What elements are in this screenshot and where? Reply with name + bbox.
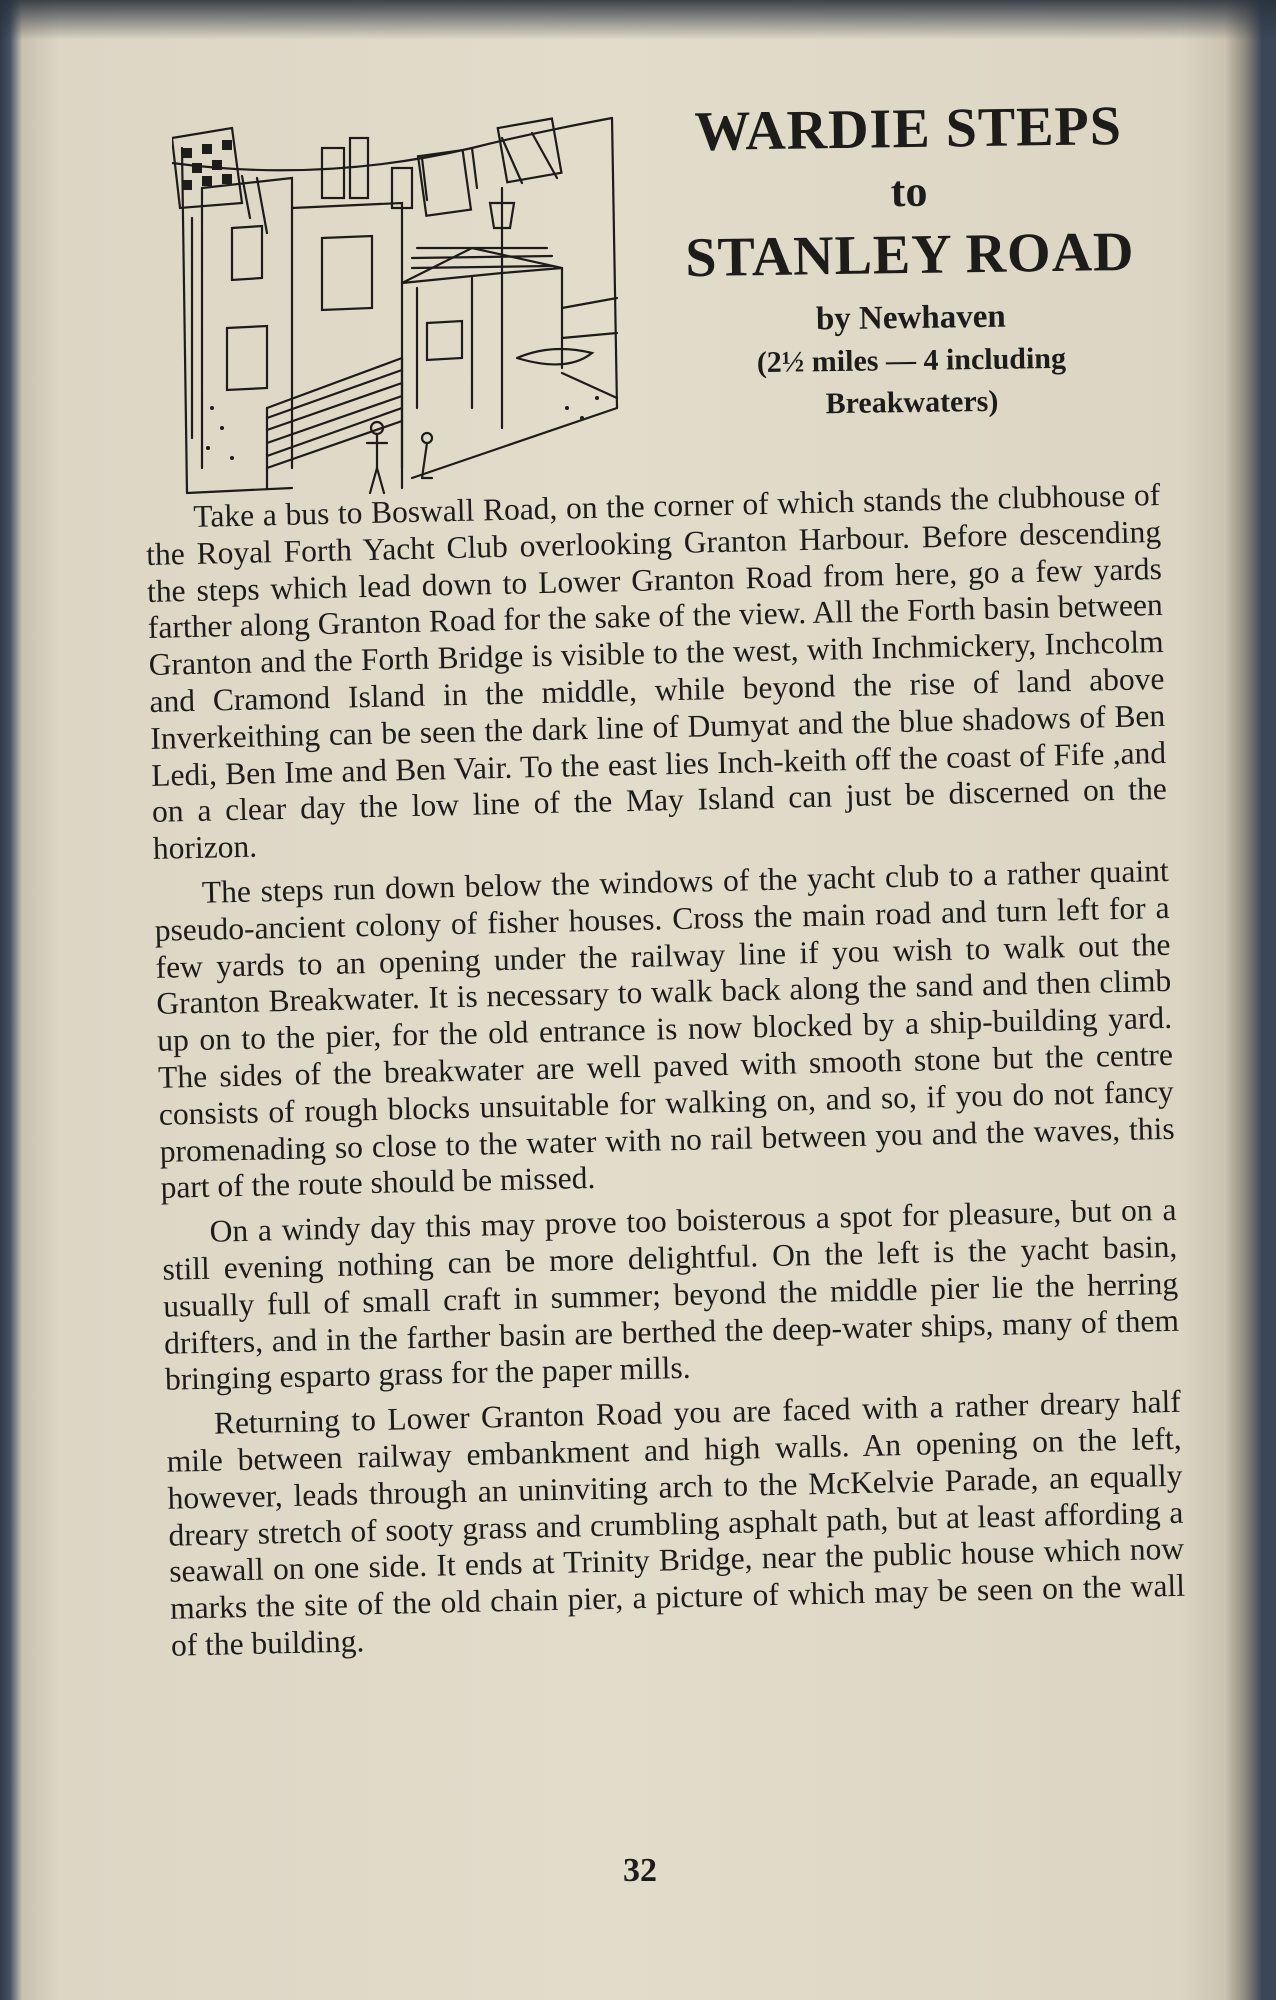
title-line-1: WARDIE STEPS bbox=[694, 95, 1123, 163]
paragraph: The steps run down below the windows of the yacht club to a rather quaint pseudo-ancient colony of fisher houses. Cross the main road and turn left for a few yards to an opening under the railway line if you wish to walk out the Granton Breakwater. It is necessary to walk back along the sand and then climb up on to the pier, for the old entrance is now blocked by a ship-building yard. The sides of the breakwater are well paved with smooth stone but the centre consists of rough blocks unsuitable for walking on, and so, if you do not fancy promenading so close to the water with no rail between you and the waves, this part of the route should be missed. bbox=[154, 852, 1175, 1206]
paragraph: On a windy day this may prove too boisterous a spot for pleasure, but on a still evening nothing can be more delightful. On the left is the yacht basin, usually full of small craft in summer; beyond the middle pier lie the herring drifters, and in the farther basin are berthed the deep-water ships, many of them bringing esparto grass for the paper mills. bbox=[162, 1191, 1180, 1398]
paragraph: Take a bus to Boswall Road, on the corner of which stands the clubhouse of the Royal Forth Yacht Club overlooking Granton Harbour. Before descending the steps which lead down to Lower Granton Road from here, go a few yards farther along Granton Road for the sake of the view. All the Forth basin between Granton and the Forth Bridge is visible to the west, with Inchmickery, Inchcolm and Cramond Island in the middle, while beyond the rise of land above Inverkeithing can be seen the dark line of Dumyat and the blue shadows of Ben Ledi, Ben Ime and Ben Vair. To the east lies Inch-keith off the coast of Fife ,and on a clear day the low line of the May Island can just be discerned on the horizon. bbox=[145, 476, 1168, 867]
paragraph: Returning to Lower Granton Road you are faced with a rather dreary half mile between railway embankment and high walls. An opening on the left, however, leads through an uninviting arch to the McKelvie Parade, an equally dreary stretch of sooty grass and crumbling asphalt path, but at least affording a seawall on one side. It ends at Trinity Bridge, near the public house which now marks the site of the old chain pier, a picture of which may be seen on the wall of the building. bbox=[166, 1383, 1186, 1663]
subtitle: by Newhaven bbox=[815, 298, 1006, 338]
distance-line-2: Breakwaters) bbox=[825, 384, 999, 421]
harbour-street-sketch-icon bbox=[172, 108, 632, 513]
distance-line-1: (2½ miles — 4 including bbox=[756, 341, 1067, 380]
title-line-3: STANLEY ROAD bbox=[684, 220, 1135, 290]
body-text bbox=[145, 477, 1186, 1672]
chapter-heading bbox=[638, 92, 1183, 428]
page-number: 32 bbox=[623, 1852, 657, 1889]
title-line-2: to bbox=[890, 166, 928, 217]
